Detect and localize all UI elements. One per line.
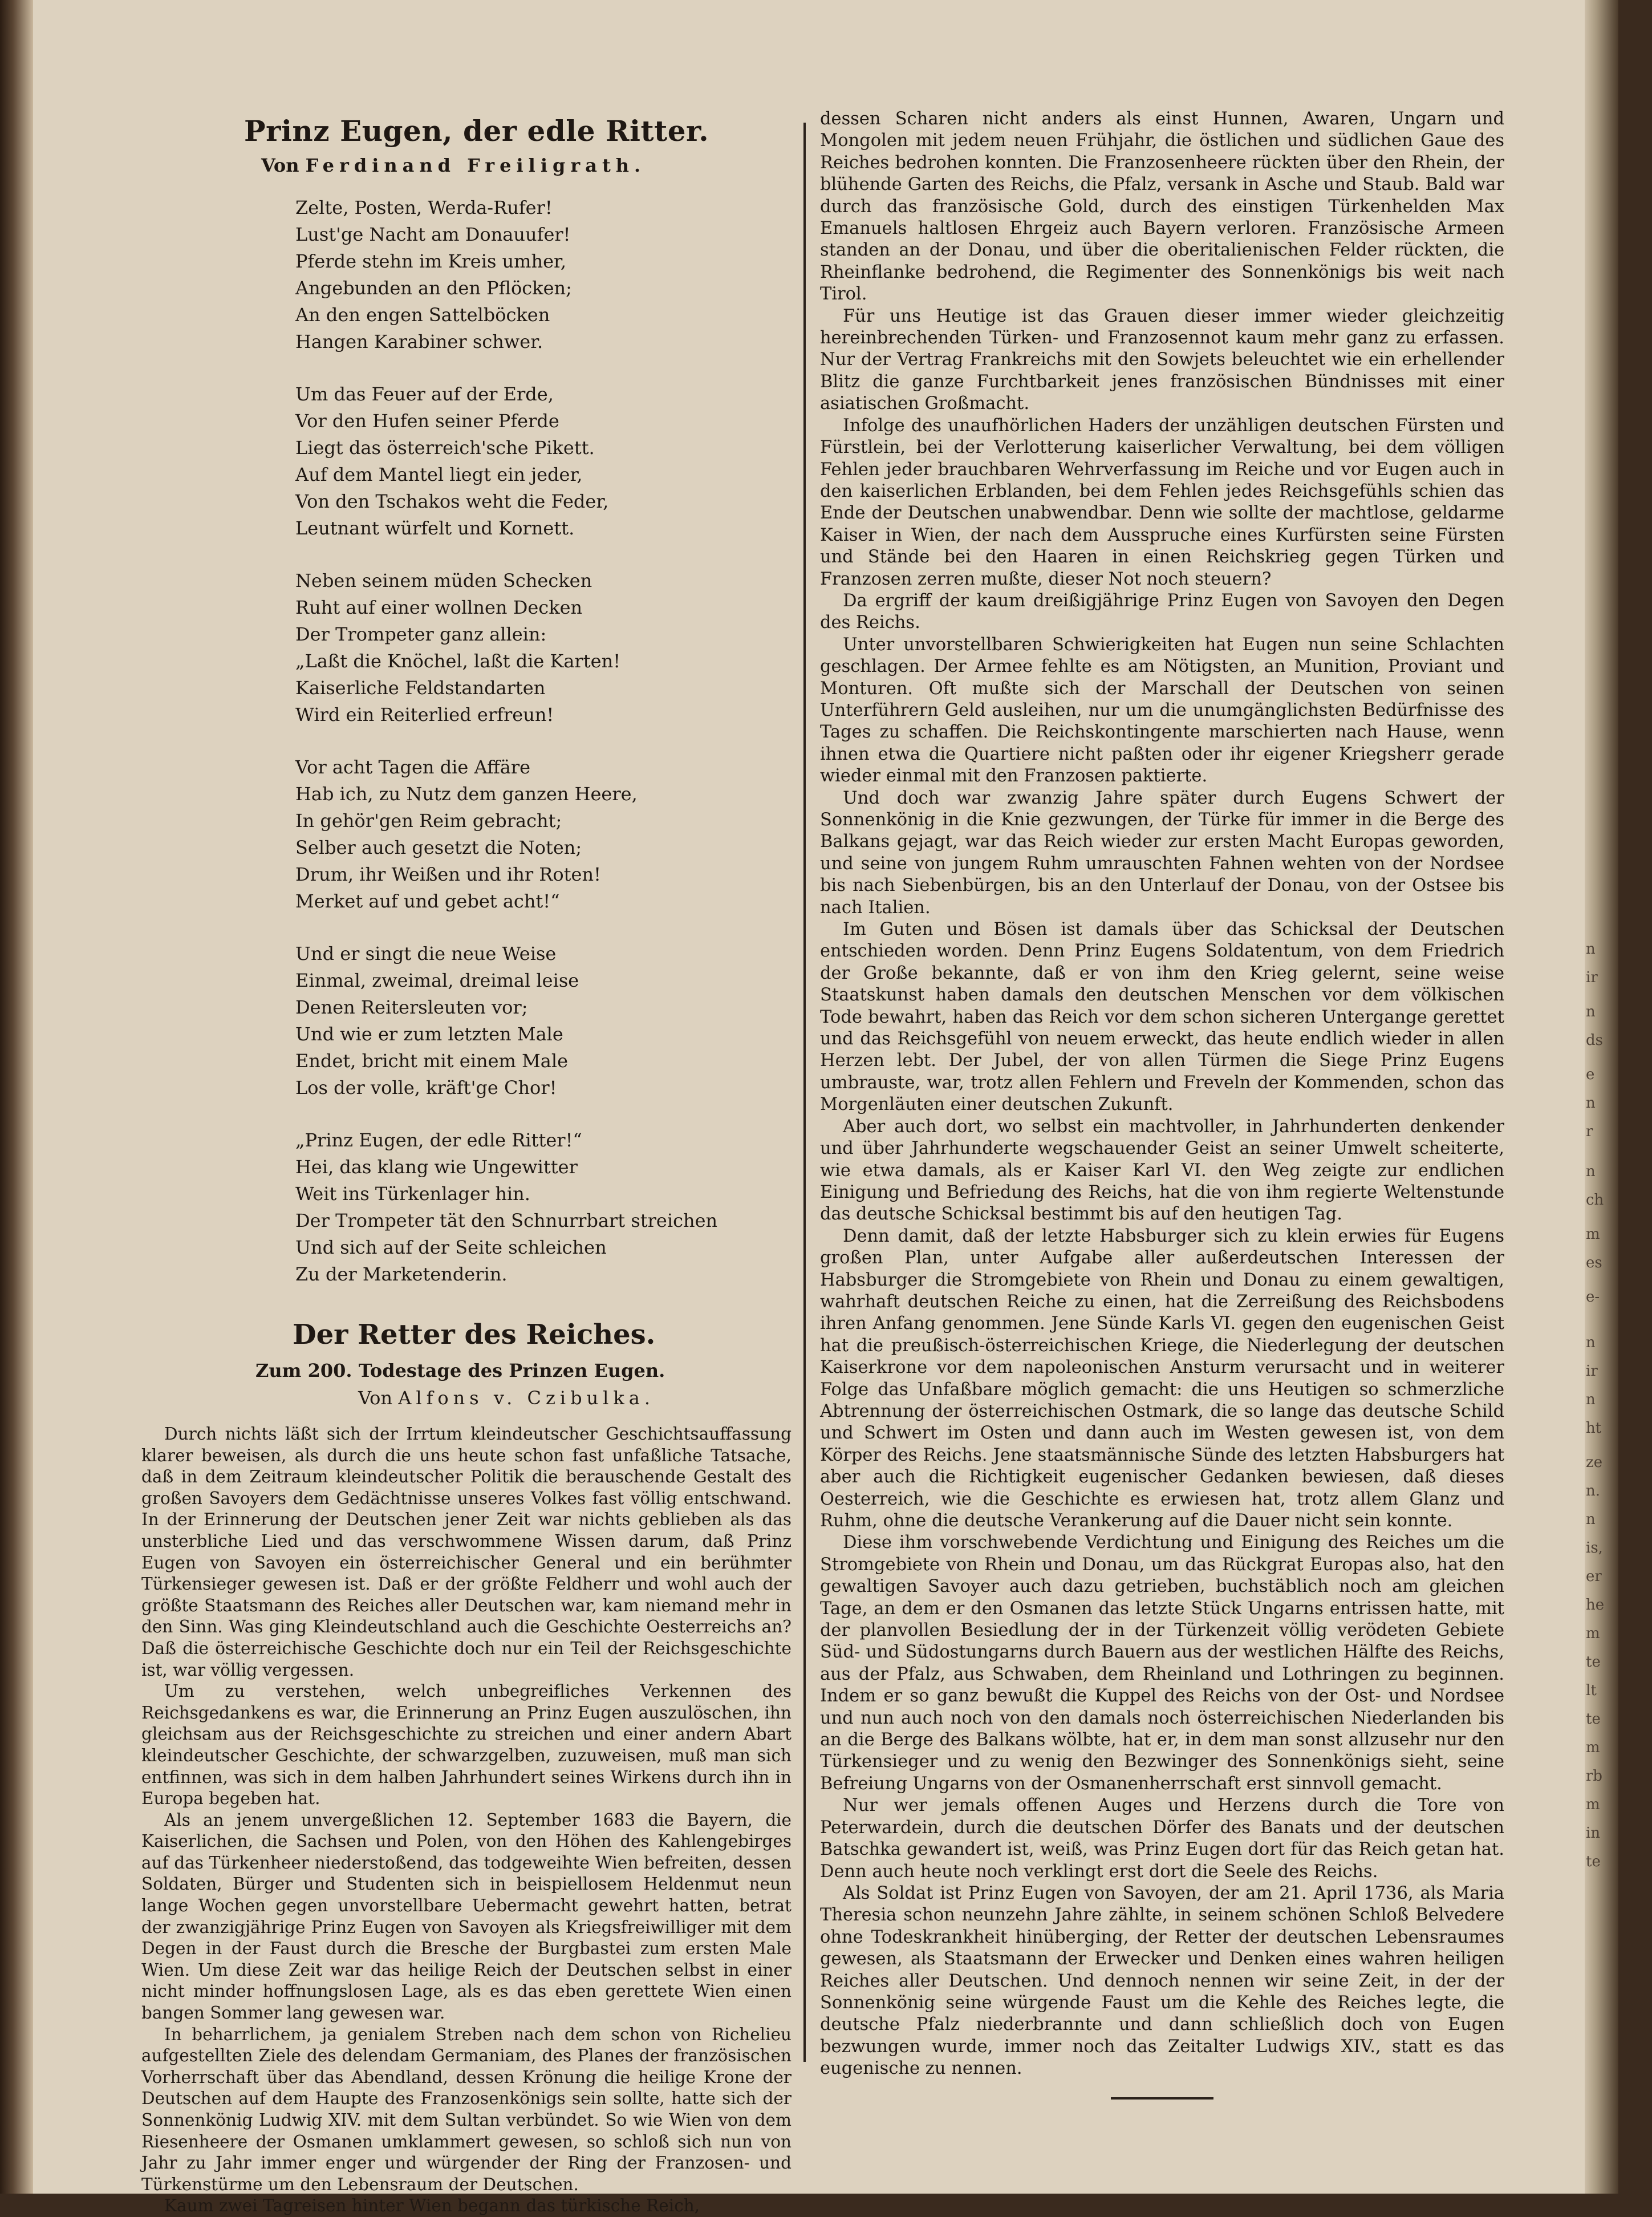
poem-line: Vor den Hufen seiner Pferde [295,410,559,432]
poem-line: Ruht auf einer wollnen Decken [295,597,583,618]
poem-line: Und wie er zum letzten Male [295,1023,563,1045]
margin-fragment: ir [1586,1363,1598,1380]
poem-line: Denen Reitersleuten vor; [295,996,528,1018]
article-paragraph: Im Guten und Bösen ist damals über das Schicksal der Deutschen entschieden worden. Denn Prinz Eugens Soldatentum, von dem Friedrich der Große bekannte, daß er von ihm den Krieg gelernt, seine weise Staatskunst haben damals den deutschen Menschen vor dem völkischen Tode bewahrt, haben das Reich vor dem schon sicheren Untergange gerettet und das Reichsgefühl von neuem erweckt, das heute endlich wieder in allen Herzen lebt. Der Jubel, der von allen Türmen die Siege Prinz Eugens umbrauste, war, trotz allen Fehlern und Freveln der Kommenden, schon das Morgenläuten einer deutschen Zukunft. [820,919,1504,1115]
article-paragraph: Um zu verstehen, welch unbegreifliches Verkennen des Reichsgedankens es war, die Erinnerung an Prinz Eugen auszulöschen, ihn gleichsam aus der Reichsgeschichte zu streichen und einer andern Abart kleindeutscher Geschichte, der schwarzgelben, zuzuweisen, muß man sich entfinnen, was sich in dem halben Jahrhundert seines Wirkens durch ihn in Europa begeben hat. [141,1681,792,1809]
margin-fragment: te [1586,1711,1601,1728]
margin-fragment: n [1586,1334,1596,1351]
margin-fragment: is, [1586,1539,1603,1557]
end-rule [1111,2097,1213,2100]
article-subtitle: Zum 200. Todestage des Prinzen Eugen. [255,1360,665,1381]
poem-line: Leutnant würfelt und Kornett. [295,517,575,539]
article-paragraph: Da ergriff der kaum dreißigjährige Prinz Eugen von Savoyen den Degen des Reichs. [820,590,1504,633]
poem-line: In gehör'gen Reim gebracht; [295,810,562,832]
article-paragraph: Nur wer jemals offenen Auges und Herzens durch die Tore von Peterwardein, durch die deutschen Dörfer des Banats und der deutschen Batschka gewandert ist, weiß, was Prinz Eugen dort für das Reich getan hat. Denn auch heute noch verklingt erst dort die Seele des Reichs. [820,1796,1504,1882]
margin-fragment: ze [1586,1454,1603,1471]
margin-fragment: n [1586,1163,1596,1180]
article-paragraph: Unter unvorstellbaren Schwierigkeiten hat Eugen nun seine Schlachten geschlagen. Der Armee fehlte es am Nötigsten, an Munition, Proviant und Monturen. Oft mußte sich der Marschall der Deutschen von seinen Unterführern Geld ausleihen, nur um die unumgänglichsten Bedürfnisse des Tages zu schaffen. Die Reichskontingente marschierten nach Hause, wenn ihnen etwa die Quartiere nicht paßten oder ihr eigener Kriegsherr gerade wieder einmal mit den Franzosen paktierte. [820,634,1504,787]
margin-fragment: r [1586,1123,1593,1140]
margin-fragment: n [1586,1003,1596,1020]
article-paragraph: Denn damit, daß der letzte Habsburger sich zu klein erwies für Eugens großen Plan, unter Aufgabe aller außerdeutschen Interessen der Habsburger die Stromgebiete von Rhein und Donau zu einem gewaltigen, wahrhaft deutschen Reiche zu einen, hat die Zerreißung des Reichsbodens ihren Anfang genommen. Jene Sünde Karls VI. gegen den eugenischen Geist hat die preußisch-österreichischen Kriege, die Niederlegung der deutschen Kaiserkrone vor dem napoleonischen Ansturm verursacht und in weiterer Folge das Unfaßbare möglich gemacht: die uns Heutigen so schmerzliche Abtrennung der österreichischen Ostmark, die so lange das deutsche Schild und Schwert im Osten und dann auch im Westen gewesen ist, von dem Körper des Reichs. Jene staatsmännische Sünde des letzten Habsburgers hat aber auch die Richtigkeit eugenischer Gedanken bewiesen, daß dieses Oesterreich, wie die Geschichte es erwiesen hat, trotz allem Glanz und Ruhm, ohne die deutsche Verankerung auf die Dauer nicht sein konnte. [820,1226,1504,1531]
article-byline [141,1387,792,1409]
poem-line: Zelte, Posten, Werda-Rufer! [295,197,553,218]
margin-fragment: n [1586,1391,1596,1408]
poem-line: Kaiserliche Feldstandarten [295,677,546,699]
right-column [820,108,1504,2100]
poem-line: Der Trompeter tät den Schnurrbart streichen [295,1210,718,1231]
article-paragraph: Diese ihm vorschwebende Verdichtung und Einigung des Reiches um die Stromgebiete von Rhein und Donau, um das Rückgrat Europas also, hat den gewaltigen Savoyer auch dazu getrieben, buchstäblich noch am gleichen Tage, an dem er den Osmanen das letzte Stück Ungarns entrissen hatte, mit der planvollen Besiedlung der in der Türkenzeit völlig verödeten Gebiete Süd- und Südostungarns durch Bauern aus der westlichen Hälfte des Reichs, aus der Pfalz, aus Schwaben, dem Rheinland und Lothringen zu beginnen. Indem er so ganz bewußt die Kuppel des Reichs von der Ost- und Nordsee und nun auch noch von den damals noch österreichischen Niederlanden bis an die Berge des Balkans wölbte, hat er, in dem man sonst allzusehr nur den Türkensieger und zu wenig den Bezwinger des Sonnenkönigs sieht, seine Befreiung Ungarns von der Osmanenherrschaft erst sinnvoll gemacht. [820,1533,1504,1794]
margin-fragment: in [1586,1825,1601,1842]
article-paragraph: In beharrlichem, ja genialem Streben nach dem schon von Richelieu aufgestellten Ziele des delendam Germaniam, des Planes der französischen Vorherrschaft über das Abendland, dessen Krönung die heilige Krone der Deutschen auf dem Haupte des Franzosenkönigs sein sollte, hatte sich der Sonnenkönig Ludwig XIV. mit dem Sultan verbündet. So wie Wien von dem Riesenheere der Osmanen umklammert gewesen, so schloß sich nun von Jahr zu Jahr immer enger und würgender der Ring der Franzosen- und Türkenstürme um den Lebensraum der Deutschen. [141,2024,792,2194]
poem-line: Zu der Marketenderin. [295,1263,508,1285]
poem-line: Einmal, zweimal, dreimal leise [295,970,579,991]
newspaper-page [33,0,1618,2216]
poem-line: Hab ich, zu Nutz dem ganzen Heere, [295,783,638,805]
poem-stanza [141,194,792,355]
poem-line: Und er singt die neue Weise [295,943,557,964]
margin-fragment: e- [1586,1288,1600,1306]
article-paragraph: Als Soldat ist Prinz Eugen von Savoyen, der am 21. April 1736, als Maria Theresia schon neunzehn Jahre zählte, in seinem schönen Schloß Belvedere ohne Todeskrankheit hinüberging, der Retter der deutschen Lebensraumes gewesen, als Staatsmann der Erwecker und Denken eines wahren heiligen Reiches aller Deutschen. Und dennoch nennen wir seine Zeit, in der der Sonnenkönig seine würgende Faust um die Kehle des Reiches legte, die deutsche Pfalz niederbrannte und dann schließlich doch von Eugen bezwungen wurde, immer noch das Zeitalter Ludwigs XIV., statt es das eugenische zu nennen. [820,1883,1504,2079]
poem-line: Lust'ge Nacht am Donauufer! [295,224,571,245]
column-divider [803,123,806,2062]
margin-fragment: he [1586,1596,1605,1614]
poem-line: „Laßt die Knöchel, laßt die Karten! [295,650,621,672]
poem-line: Und sich auf der Seite schleichen [295,1237,607,1258]
article-author: Alfons v. Czibulka. [398,1387,655,1409]
poem-stanza [141,568,792,728]
poem-line: Angebunden an den Pflöcken; [295,277,572,299]
page-edge [1585,0,1618,2194]
margin-fragment: er [1586,1568,1602,1585]
margin-fragment: e [1586,1066,1595,1083]
poem-line: Selber auch gesetzt die Noten; [295,837,582,858]
article-paragraph: Aber auch dort, wo selbst ein machtvoller, in Jahrhunderten denkender und über Jahrhunderte wegschauender Geist an seiner Umwelt scheiterte, wie etwa damals, als er Kaiser Karl VI. den Weg zeigte zur endlichen Einigung und Befriedung des Reichs, hat die von ihm regierte Weltenstunde das deutsche Schicksal bestimmt bis auf den heutigen Tag. [820,1116,1504,1225]
margin-fragment: es [1586,1254,1602,1271]
poem-line: Hangen Karabiner schwer. [295,331,543,352]
poem-line: „Prinz Eugen, der edle Ritter!“ [295,1129,582,1151]
article-byline-prefix: Von [358,1387,399,1409]
article-title: Der Retter des Reiches. [293,1319,656,1351]
book-gutter [0,0,33,2194]
poem-byline-prefix: Von [261,155,306,176]
margin-fragment: lt [1586,1682,1597,1699]
article-paragraph: Durch nichts läßt sich der Irrtum kleindeutscher Geschichtsauffassung klarer beweisen, als durch die uns heute schon fast unfaßliche Tatsache, daß in dem Zeitraum kleindeutscher Politik die berauschende Gestalt des großen Savoyers dem Gedächtnisse unseres Volkes fast völlig entschwand. In der Erinnerung der Deutschen jener Zeit war nichts geblieben als das unsterbliche Lied und das verschwommene Wissen darum, daß Prinz Eugen von Savoyen ein österreichischer General und ein berühmter Türkensieger gewesen ist. Daß er der größte Feldherr und wohl auch der größte Staatsmann des Reiches aller Deutschen war, kam niemand mehr in den Sinn. Was ging Kleindeutschland auch die Geschichte Oesterreichs an? Daß die österreichische Geschichte doch nur ein Teil der Reichsgeschichte ist, war völlig vergessen. [141,1424,792,1680]
margin-fragment: n [1586,941,1596,958]
poem-line: Merket auf und gebet acht!“ [295,890,560,912]
article-paragraph: Infolge des unaufhörlichen Haders der unzähligen deutschen Fürsten und Fürstlein, bei der Verlotterung kaiserlicher Verwaltung, bei dem völligen Fehlen jeder brauchbaren Wehrverfassung im Reiche und vor Eugen auch in den kaiserlichen Erblanden, bei dem Fehlen jedes Reichsgefühls schien das Ende der Deutschen unabwendbar. Denn wie sollte der machtlose, geldarme Kaiser in Wien, der nach dem Ausspruche eines Kurfürsten seine Fürsten und Stände bei den Haaren in einen Reichskrieg gegen Türken und Franzosen zerren mußte, dieser Not noch steuern? [820,415,1504,589]
poem-line: Endet, bricht mit einem Male [295,1050,569,1072]
margin-fragment: ch [1586,1191,1604,1209]
poem-line: An den engen Sattelböcken [295,304,550,326]
margin-fragment: te [1586,1853,1601,1870]
article-paragraph: Für uns Heutige ist das Grauen dieser immer wieder gleichzeitig hereinbrechenden Türken- und Franzosennot kaum mehr ganz zu erfassen. Nur der Vertrag Frankreichs mit den Sowjets beleuchtet wie ein erhellender Blitz die ganze Furchtbarkeit jenes französischen Bündnisses mit einer asiatischen Großmacht. [820,306,1504,414]
poem-byline [141,155,792,176]
margin-fragment: te [1586,1653,1601,1671]
poem-line: Neben seinem müden Schecken [295,570,592,591]
margin-fragment: m [1586,1739,1600,1756]
margin-fragment: m [1586,1625,1600,1642]
poem-stanza [141,941,792,1101]
article-paragraph: Als an jenem unvergeßlichen 12. September 1683 die Bayern, die Kaiserlichen, die Sachsen und Polen, von den Höhen des Kahlengebirges auf das Türkenheer niederstoßend, das todgeweihte Wien befreiten, dessen Soldaten, Bürger und Studenten sich in beispiellosem Heldenmut neun lange Wochen gegen unvorstellbare Uebermacht gewehrt hatten, betrat der zwanzigjährige Prinz Eugen von Savoyen als Kriegsfreiwilliger mit dem Degen in der Faust durch die Bresche der Burgbastei zum ersten Male Wien. Um diese Zeit war das heilige Reich der Deutschen selbst in einer nicht minder hoffnungslosen Lage, als es das eben gerettete Wien einen bangen Sommer lang gewesen war. [141,1810,792,2023]
poem-line: Um das Feuer auf der Erde, [295,383,554,405]
margin-fragment: n [1586,1511,1596,1528]
poem-line: Auf dem Mantel liegt ein jeder, [295,464,583,485]
poem-line: Von den Tschakos weht die Feder, [295,491,609,512]
margin-fragment: m [1586,1796,1600,1813]
poem-body [141,194,792,1288]
margin-fragment: n. [1586,1482,1601,1499]
poem-line: Vor acht Tagen die Affäre [295,756,531,778]
poem-author: Ferdinand Freiligrath. [305,155,646,176]
margin-fragment: ir [1586,969,1598,986]
margin-fragment: ht [1586,1420,1602,1437]
poem-line: Liegt das österreich'sche Pikett. [295,437,595,459]
article-paragraph: dessen Scharen nicht anders als einst Hunnen, Awaren, Ungarn und Mongolen mit jedem neuen Frühjahr, die östlichen und südlichen Gaue des Reiches bedrohen konnten. Die Franzosenheere rückten über den Rhein, der blühende Garten des Reichs, die Pfalz, versank in Asche und Staub. Bald war durch das französische Gold, durch des einstigen Türkenhelden Max Emanuels haltlosen Ehrgeiz auch Bayern verloren. Französische Armeen standen an der Donau, und über die oberitalienischen Felder rückten, die Rheinflanke bedrohend, die Regimenter des Sonnenkönigs bis weit nach Tirol. [820,109,1504,305]
poem-stanza [141,754,792,915]
margin-fragment: m [1586,1226,1600,1243]
poem-line: Weit ins Türkenlager hin. [295,1183,530,1205]
poem-line: Hei, das klang wie Ungewitter [295,1156,578,1178]
poem-line: Drum, ihr Weißen und ihr Roten! [295,864,601,885]
poem-line: Pferde stehn im Kreis umher, [295,250,566,272]
article-paragraph: Kaum zwei Tagreisen hinter Wien begann das türkische Reich, [164,2196,700,2216]
margin-fragment: rb [1586,1768,1603,1785]
left-column [141,114,792,2217]
article-paragraph: Und doch war zwanzig Jahre später durch Eugens Schwert der Sonnenkönig in die Knie gezwungen, der Türke für immer in die Berge des Balkans gejagt, war das Reich wieder zur ersten Macht Europas geworden, und seine von jungem Ruhm umrauschten Fahnen wehten von der Nordsee bis nach Siebenbürgen, bis an den Unterlauf der Donau, von der Ostsee bis nach Italien. [820,788,1504,918]
poem-line: Wird ein Reiterlied erfreun! [295,704,554,726]
margin-fragment: ds [1586,1032,1603,1049]
poem-stanza [141,381,792,542]
poem-line: Los der volle, kräft'ge Chor! [295,1077,557,1099]
poem-line: Der Trompeter ganz allein: [295,623,547,645]
margin-fragment: n [1586,1095,1596,1112]
poem-title: Prinz Eugen, der edle Ritter. [244,114,709,148]
poem-stanza [141,1127,792,1288]
